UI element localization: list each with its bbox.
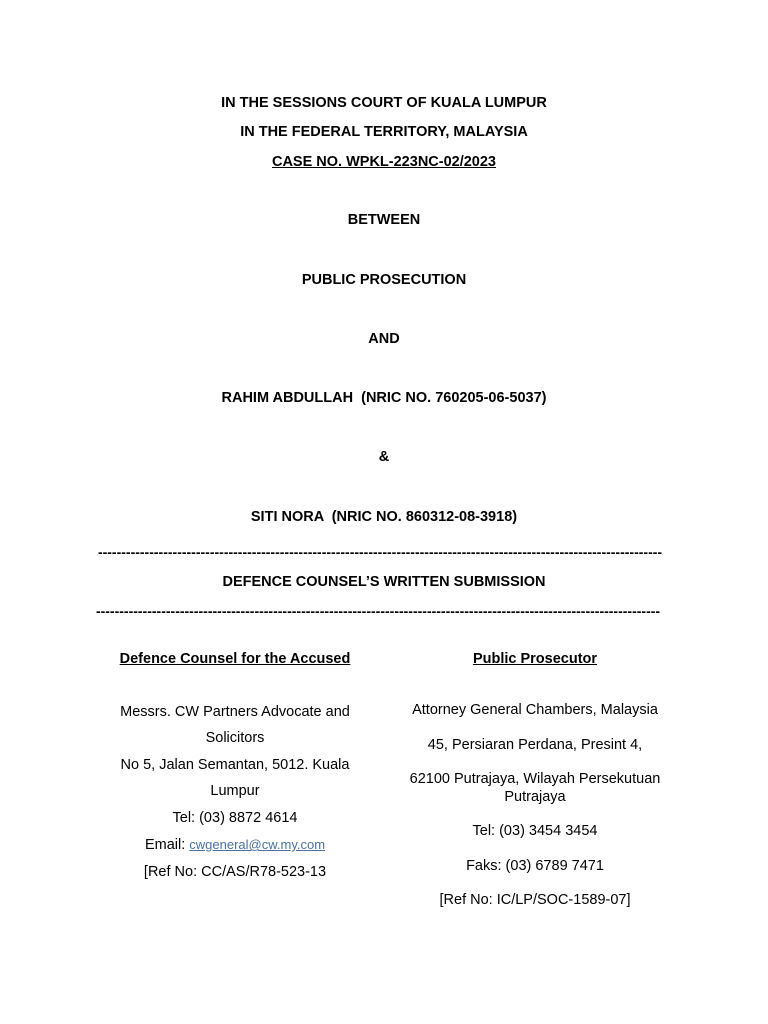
defence-email-label: Email:: [144, 837, 190, 853]
defence-address-line2: Lumpur: [210, 783, 260, 799]
defence-email-line: [100, 832, 370, 858]
defence-firm-line2: Solicitors: [205, 730, 265, 746]
defence-address-line1: No 5, Jalan Semantan, 5012. Kuala: [120, 757, 350, 773]
defence-email-link[interactable]: cwgeneral@cw.my.com: [189, 837, 326, 852]
defence-heading: Defence Counsel for the Accused: [119, 651, 351, 667]
accused-2: SITI NORA (NRIC NO. 860312-08-3918): [250, 509, 518, 525]
between-label: BETWEEN: [347, 212, 421, 228]
prosecution-party: PUBLIC PROSECUTION: [301, 272, 467, 288]
defence-column: [100, 0, 370, 1024]
case-number: CASE NO. WPKL-223NC-02/2023: [271, 154, 496, 170]
accused-1: RAHIM ABDULLAH (NRIC NO. 760205-06-5037): [221, 390, 547, 406]
prosecutor-address-line2: 62100 Putrajaya, Wilayah Persekutuan: [409, 771, 661, 787]
defence-tel: Tel: (03) 8872 4614: [172, 810, 298, 826]
and-label: AND: [368, 331, 400, 347]
prosecutor-tel: Tel: (03) 3454 3454: [472, 823, 598, 839]
ampersand-label: &: [378, 449, 390, 465]
defence-ref: [Ref No: CC/AS/R78-523-13: [143, 864, 327, 880]
document-title: DEFENCE COUNSEL’S WRITTEN SUBMISSION: [222, 574, 546, 590]
prosecutor-address-line3: Putrajaya: [504, 789, 566, 805]
divider-top: -------------------------------------------------------------------------------------------------------------------------: [97, 545, 663, 559]
divider-bottom: -------------------------------------------------------------------------------------------------------------------------: [95, 604, 661, 618]
defence-firm-line1: Messrs. CW Partners Advocate and: [120, 704, 350, 720]
territory-name: IN THE FEDERAL TERRITORY, MALAYSIA: [240, 124, 528, 140]
prosecutor-heading: Public Prosecutor: [472, 651, 598, 667]
prosecutor-office: Attorney General Chambers, Malaysia: [412, 702, 658, 718]
prosecutor-column: [395, 0, 675, 1024]
prosecutor-address-line1: 45, Persiaran Perdana, Presint 4,: [427, 737, 643, 753]
court-name: IN THE SESSIONS COURT OF KUALA LUMPUR: [221, 95, 547, 111]
prosecutor-ref: [Ref No: IC/LP/SOC-1589-07]: [439, 892, 631, 908]
prosecutor-fax: Faks: (03) 6789 7471: [466, 858, 604, 874]
